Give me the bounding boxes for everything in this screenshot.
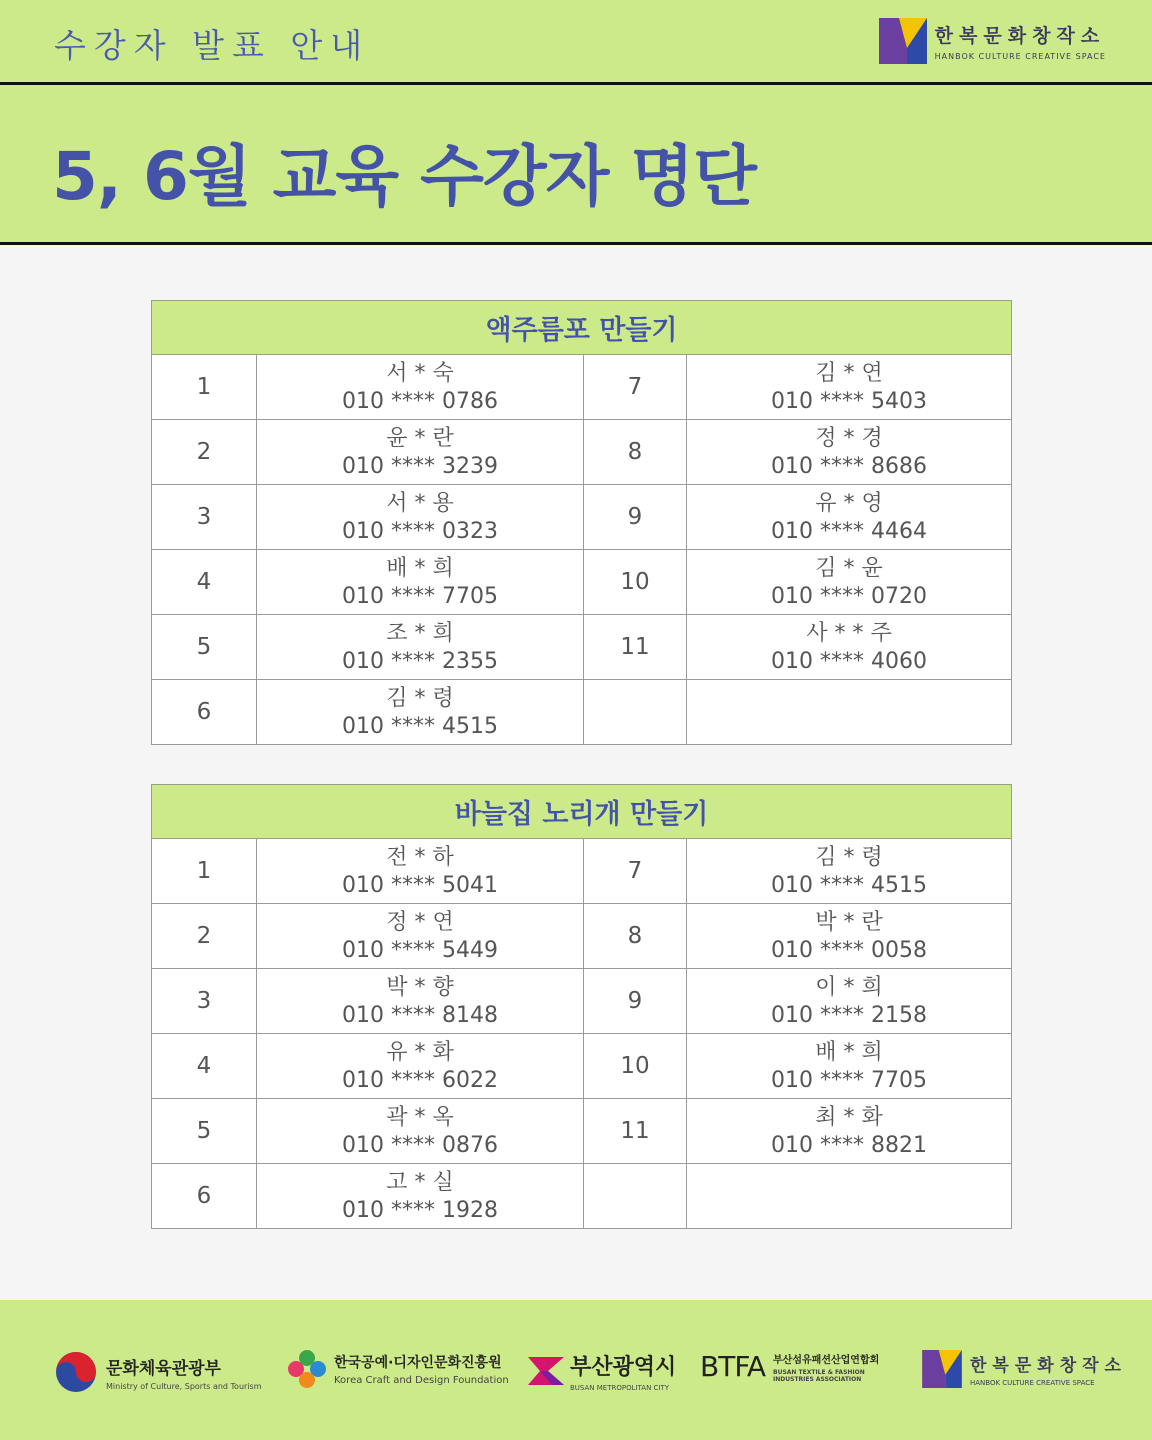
busan-name-en: BUSAN METROPOLITAN CITY xyxy=(570,1384,670,1392)
divider xyxy=(0,242,1152,245)
row-number xyxy=(584,680,687,745)
participant-name: 사 * * 주 xyxy=(806,621,892,646)
participant-name: 고 * 실 xyxy=(386,1170,454,1195)
participant-name: 김 * 연 xyxy=(815,361,883,386)
hanbok-logo-icon xyxy=(922,1350,962,1388)
kcdf-logo xyxy=(288,1350,509,1388)
hanbok-name-en: HANBOK CULTURE CREATIVE SPACE xyxy=(970,1379,1095,1387)
participant-name: 이 * 희 xyxy=(815,975,883,1000)
row-number: 5 xyxy=(152,615,257,680)
table-row xyxy=(152,1034,1012,1099)
participant-name: 배 * 희 xyxy=(815,1040,883,1065)
participant-cell xyxy=(687,615,1012,680)
participant-cell xyxy=(257,1099,584,1164)
table-title: 바늘집 노리개 만들기 xyxy=(152,785,1012,839)
kcdf-name: 한국공예·디자인문화진흥원 xyxy=(334,1355,502,1371)
btfa-mark: BTFA xyxy=(700,1350,766,1383)
participant-phone: 010 **** 7705 xyxy=(771,1068,927,1093)
participant-cell xyxy=(257,839,584,904)
participant-cell xyxy=(257,355,584,420)
row-number: 2 xyxy=(152,904,257,969)
participant-name: 김 * 윤 xyxy=(815,556,883,581)
participant-cell xyxy=(687,420,1012,485)
participant-phone: 010 **** 7705 xyxy=(342,584,498,609)
table-row xyxy=(152,1099,1012,1164)
participant-phone: 010 **** 0786 xyxy=(342,389,498,414)
participant-cell xyxy=(687,485,1012,550)
participant-phone: 010 **** 2355 xyxy=(342,649,498,674)
participant-name: 정 * 경 xyxy=(815,426,883,451)
participant-phone: 010 **** 0876 xyxy=(342,1133,498,1158)
participant-phone: 010 **** 8686 xyxy=(771,454,927,479)
table-row xyxy=(152,680,1012,745)
participant-cell xyxy=(257,420,584,485)
table-row xyxy=(152,550,1012,615)
row-number xyxy=(584,1164,687,1229)
footer xyxy=(0,1300,1152,1440)
participant-cell xyxy=(257,1164,584,1229)
participant-phone: 010 **** 4464 xyxy=(771,519,927,544)
row-number: 8 xyxy=(584,904,687,969)
participant-phone: 010 **** 0720 xyxy=(771,584,927,609)
row-number: 11 xyxy=(584,615,687,680)
row-number: 3 xyxy=(152,969,257,1034)
participant-name: 전 * 하 xyxy=(386,845,454,870)
participant-cell xyxy=(687,680,1012,745)
title-bar xyxy=(0,85,1152,242)
table-row xyxy=(152,1164,1012,1229)
page-title: 5, 6월 교육 수강자 명단 xyxy=(52,138,756,215)
participant-name: 조 * 희 xyxy=(386,621,454,646)
participant-cell xyxy=(257,680,584,745)
participant-phone: 010 **** 1928 xyxy=(342,1198,498,1223)
row-number: 11 xyxy=(584,1099,687,1164)
mcst-name-en: Ministry of Culture, Sports and Tourism xyxy=(106,1381,262,1391)
row-number: 10 xyxy=(584,1034,687,1099)
brand-name: 한복문화창작소 xyxy=(934,25,1106,47)
participant-name: 서 * 용 xyxy=(386,491,454,516)
row-number: 1 xyxy=(152,355,257,420)
taegeuk-icon xyxy=(54,1350,98,1394)
participant-cell xyxy=(687,550,1012,615)
participant-name: 윤 * 란 xyxy=(386,426,454,451)
row-number: 2 xyxy=(152,420,257,485)
table-row xyxy=(152,969,1012,1034)
participant-phone: 010 **** 6022 xyxy=(342,1068,498,1093)
participant-phone: 010 **** 5403 xyxy=(771,389,927,414)
participant-cell xyxy=(687,1099,1012,1164)
participant-name: 유 * 화 xyxy=(386,1040,454,1065)
participant-phone: 010 **** 3239 xyxy=(342,454,498,479)
participant-phone: 010 **** 2158 xyxy=(771,1003,927,1028)
table-title: 액주름포 만들기 xyxy=(152,301,1012,355)
roster-table-2 xyxy=(151,784,1012,1229)
row-number: 7 xyxy=(584,355,687,420)
kcdf-name-en: Korea Craft and Design Foundation xyxy=(334,1375,509,1386)
participant-phone: 010 **** 8148 xyxy=(342,1003,498,1028)
row-number: 9 xyxy=(584,969,687,1034)
mcst-logo xyxy=(54,1350,262,1394)
participant-name: 박 * 란 xyxy=(815,910,883,935)
row-number: 5 xyxy=(152,1099,257,1164)
participant-cell xyxy=(687,1164,1012,1229)
participant-phone: 010 **** 8821 xyxy=(771,1133,927,1158)
top-bar xyxy=(0,0,1152,82)
hanbok-footer-logo xyxy=(922,1350,1127,1388)
table-row xyxy=(152,355,1012,420)
participant-phone: 010 **** 0323 xyxy=(342,519,498,544)
table-row xyxy=(152,904,1012,969)
participant-cell xyxy=(687,839,1012,904)
btfa-name: 부산섬유패션산업연합회 xyxy=(773,1354,880,1366)
participant-name: 최 * 화 xyxy=(815,1105,883,1130)
participant-name: 유 * 영 xyxy=(815,491,883,516)
busan-symbol-icon xyxy=(526,1351,566,1391)
participant-cell xyxy=(257,904,584,969)
row-number: 4 xyxy=(152,1034,257,1099)
participant-name: 김 * 령 xyxy=(386,686,454,711)
table-row xyxy=(152,615,1012,680)
row-number: 6 xyxy=(152,680,257,745)
participant-cell xyxy=(687,355,1012,420)
participant-cell xyxy=(257,485,584,550)
participant-phone: 010 **** 5041 xyxy=(342,873,498,898)
brand xyxy=(879,18,1106,64)
busan-name: 부산광역시 xyxy=(570,1355,677,1380)
row-number: 6 xyxy=(152,1164,257,1229)
participant-name: 김 * 령 xyxy=(815,845,883,870)
hanbok-name: 한복문화창작소 xyxy=(970,1356,1127,1376)
row-number: 9 xyxy=(584,485,687,550)
roster-table-1 xyxy=(151,300,1012,745)
row-number: 1 xyxy=(152,839,257,904)
participant-cell xyxy=(257,550,584,615)
participant-phone: 010 **** 4060 xyxy=(771,649,927,674)
btfa-logo xyxy=(700,1350,901,1383)
participant-phone: 010 **** 4515 xyxy=(771,873,927,898)
mcst-name: 문화체육관광부 xyxy=(106,1358,221,1379)
row-number: 7 xyxy=(584,839,687,904)
row-number: 8 xyxy=(584,420,687,485)
participant-name: 곽 * 옥 xyxy=(386,1105,454,1130)
participant-phone: 010 **** 0058 xyxy=(771,938,927,963)
row-number: 4 xyxy=(152,550,257,615)
table-row xyxy=(152,420,1012,485)
row-number: 10 xyxy=(584,550,687,615)
announcement-label: 수강자 발표 안내 xyxy=(54,26,371,65)
participant-cell xyxy=(687,904,1012,969)
row-number: 3 xyxy=(152,485,257,550)
participant-cell xyxy=(687,1034,1012,1099)
participant-cell xyxy=(257,615,584,680)
participant-name: 서 * 숙 xyxy=(386,361,454,386)
table-row xyxy=(152,485,1012,550)
hanbok-logo-icon xyxy=(879,18,927,64)
kcdf-dots-icon xyxy=(288,1350,326,1388)
participant-cell xyxy=(257,969,584,1034)
participant-cell xyxy=(687,969,1012,1034)
participant-name: 정 * 연 xyxy=(386,910,454,935)
participant-phone: 010 **** 5449 xyxy=(342,938,498,963)
busan-logo xyxy=(526,1350,676,1392)
table-row xyxy=(152,839,1012,904)
participant-name: 박 * 향 xyxy=(386,975,454,1000)
brand-name-en: HANBOK CULTURE CREATIVE SPACE xyxy=(934,52,1106,61)
participant-cell xyxy=(257,1034,584,1099)
participant-name: 배 * 희 xyxy=(386,556,454,581)
participant-phone: 010 **** 4515 xyxy=(342,714,498,739)
btfa-name-en: BUSAN TEXTILE & FASHION INDUSTRIES ASSOCIATION xyxy=(773,1368,865,1383)
